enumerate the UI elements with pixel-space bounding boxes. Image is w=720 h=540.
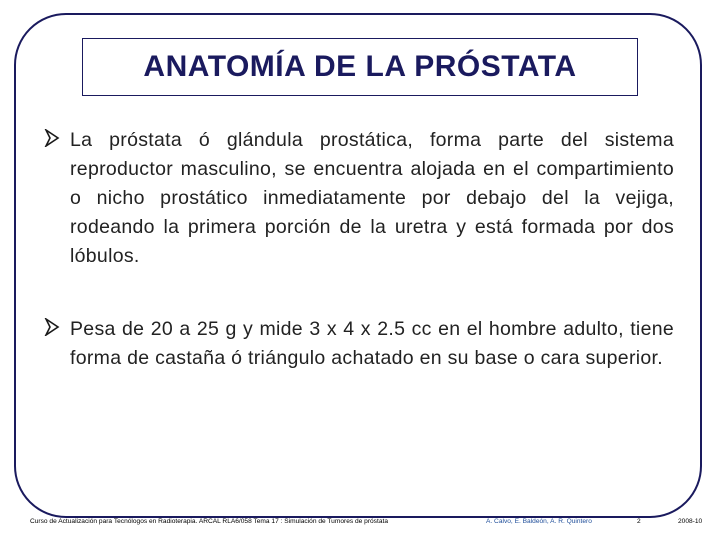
footer-page-number: 2 [637,518,641,525]
bullet-list [44,126,674,417]
arrowhead-bullet-icon [44,318,60,336]
title-box [82,38,638,96]
footer-authors: A. Calvo, E. Baldeón, A. R. Quintero [486,518,592,525]
bullet-text: La próstata ó glándula prostática, forma parte del sistema reproductor masculino, se encuentra alojada en el compartimiento o nicho prostático inmediatamente por debajo del la vejiga, rodeando la primera porción de la uretra y está formada por dos lóbulos. [70,129,674,267]
bullet-item [44,126,674,271]
footer [30,518,706,530]
footer-course: Curso de Actualización para Tecnólogos en Radioterapia. ARCAL RLA6/058 Tema 17 : Simulación de Tumores de próstata [30,518,388,525]
bullet-text: Pesa de 20 a 25 g y mide 3 x 4 x 2.5 cc en el hombre adulto, tiene forma de castaña ó triángulo achatado en su base o cara superior. [70,318,674,369]
slide-title: ANATOMÍA DE LA PRÓSTATA [143,50,577,83]
arrowhead-bullet-icon [44,129,60,147]
bullet-item [44,315,674,373]
footer-year: 2008-10 [678,518,703,525]
